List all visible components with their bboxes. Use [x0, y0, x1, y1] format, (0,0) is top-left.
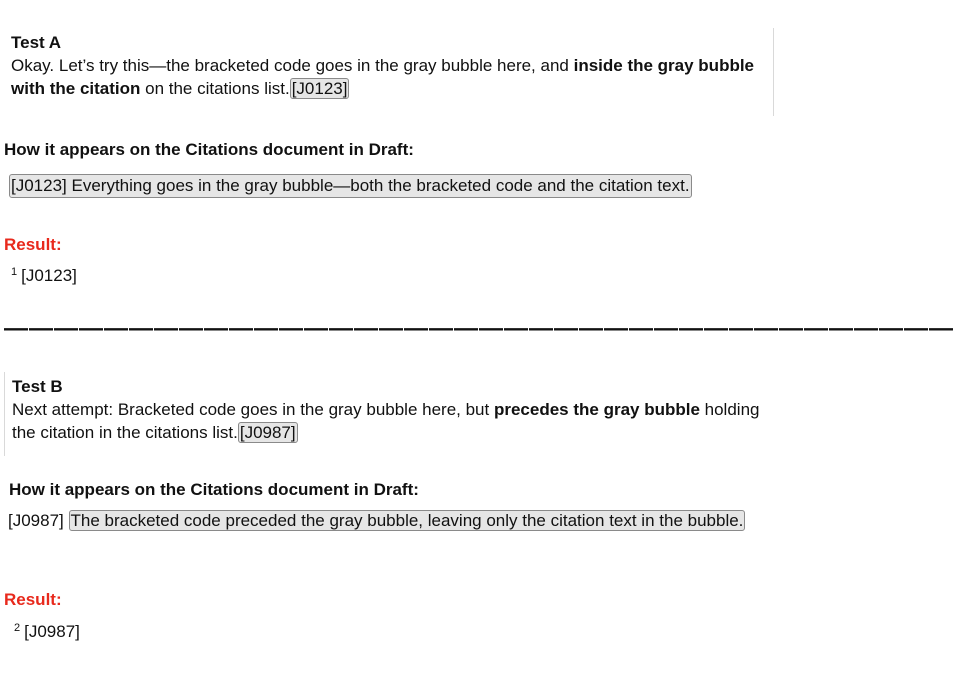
- appear-b-heading: How it appears on the Citations document in Draft:: [9, 480, 419, 499]
- test-a-code-bubble[interactable]: [J0123]: [291, 79, 348, 98]
- appear-b-bubble[interactable]: The bracketed code preceded the gray bubble, leaving only the citation text in the bubble.: [70, 511, 744, 530]
- test-a-right-rule: [773, 28, 774, 116]
- result-a-label: Result:: [4, 235, 62, 254]
- test-a-text-1: Okay. Let’s try this—the bracketed code goes in the gray bubble here, and: [11, 56, 574, 75]
- result-b-label: Result:: [4, 590, 62, 609]
- appear-a-bubble[interactable]: [J0123] Everything goes in the gray bubble—both the bracketed code and the citation text.: [9, 174, 692, 198]
- appear-a-heading: How it appears on the Citations document in Draft:: [4, 140, 414, 159]
- test-a-bold-text: inside the gray bubble with the citation: [11, 56, 755, 98]
- test-b-bold-text: precedes the gray bubble: [493, 400, 700, 419]
- test-b-code-bubble[interactable]: [J0987]: [239, 423, 296, 442]
- separator: ——————————————————————————————————————: [4, 315, 954, 342]
- test-b-text-1: Next attempt: Bracketed code goes in the gray bubble here, but: [12, 400, 494, 419]
- result-b-line: [14, 622, 80, 642]
- result-a-footnote-number: 1: [11, 266, 18, 278]
- result-a-value: [J0123]: [21, 266, 77, 285]
- result-b-value: [J0987]: [24, 622, 80, 641]
- appear-b-line: [8, 508, 764, 533]
- test-a-text-2: on the citations list.: [140, 79, 290, 98]
- test-b-body: [12, 398, 762, 444]
- test-a-body: [11, 54, 761, 100]
- test-b-heading: Test B: [12, 377, 63, 396]
- test-a-block: [11, 31, 761, 100]
- test-b-block: [12, 375, 762, 444]
- test-a-heading: Test A: [11, 33, 62, 52]
- test-b-left-rule: [4, 372, 5, 456]
- result-b-footnote-number: 2: [14, 622, 21, 634]
- appear-b-code: [J0987]: [8, 511, 64, 530]
- result-a-line: [11, 266, 77, 286]
- test-b-text-2: holding the citation in the citations list.: [12, 400, 760, 442]
